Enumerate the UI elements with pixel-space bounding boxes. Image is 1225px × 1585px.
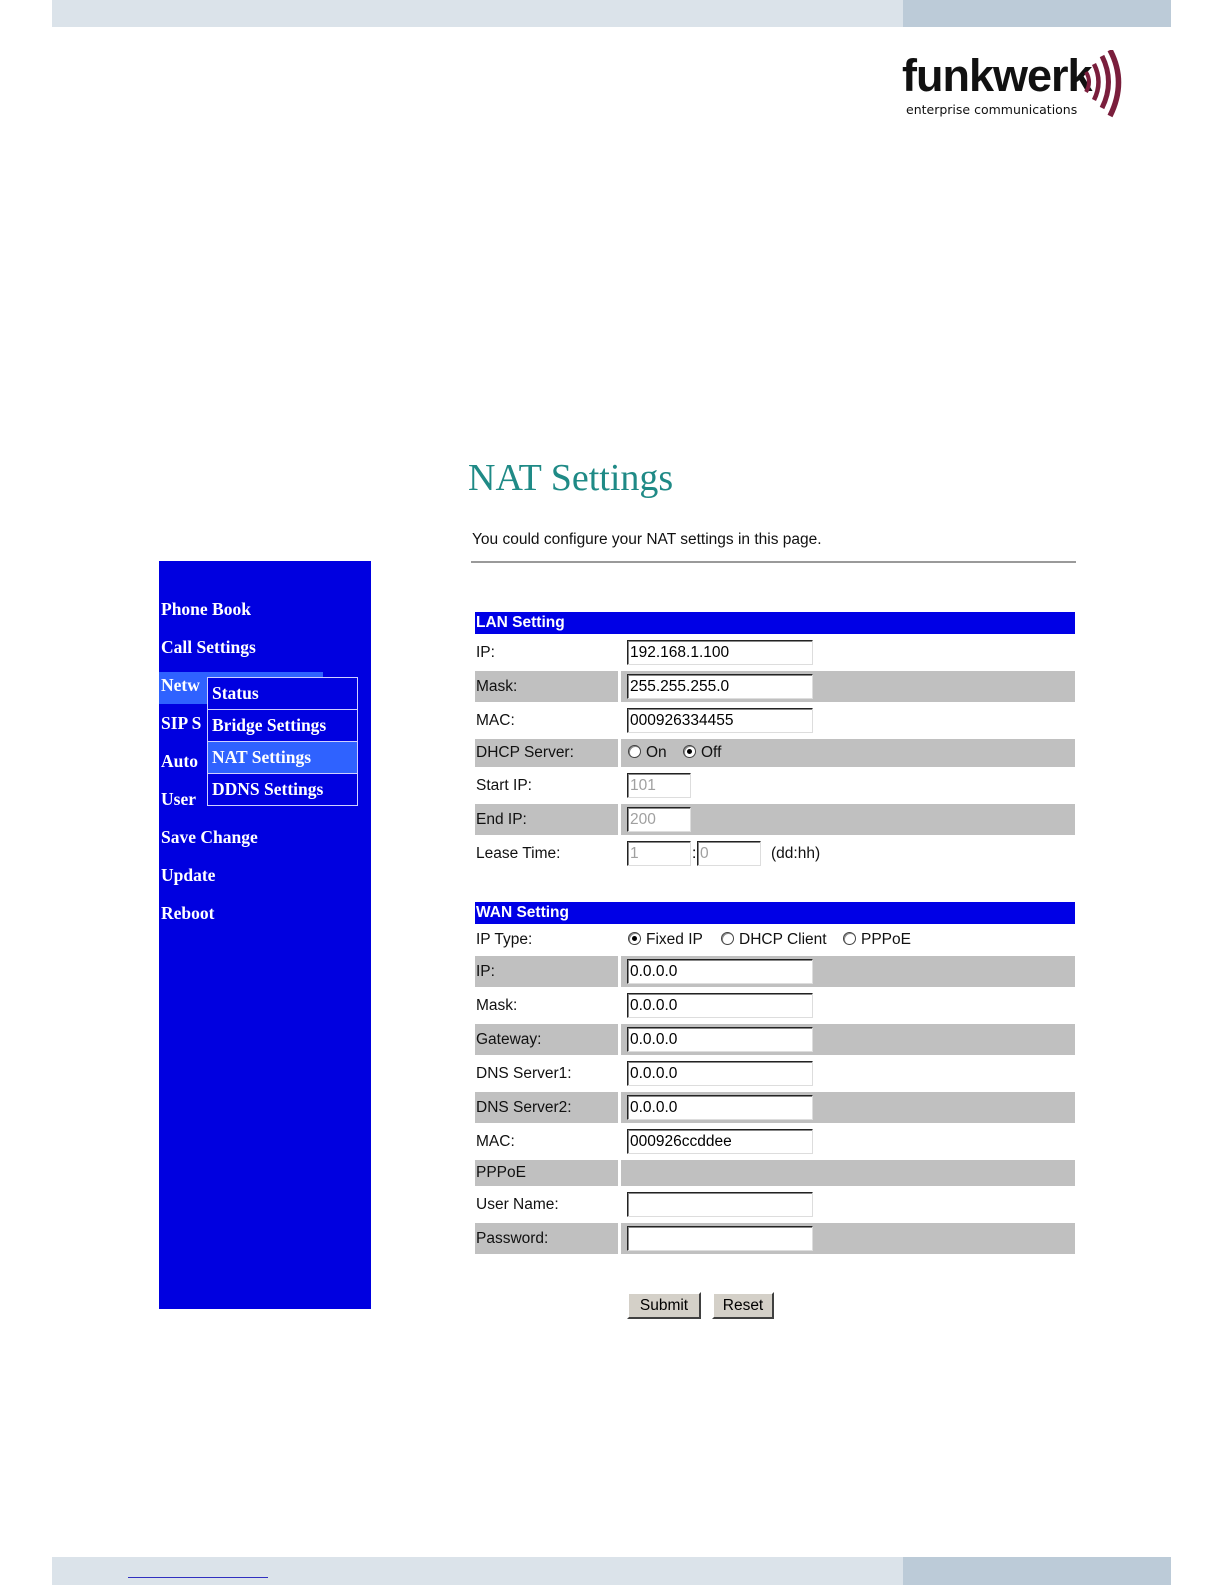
wan-setting-header: WAN Setting <box>475 902 1075 924</box>
sidebar-item-call-settings[interactable]: Call Settings <box>161 637 256 657</box>
wan-dns2-row <box>475 1092 1075 1123</box>
wan-ip-type-row <box>475 926 1075 954</box>
lan-setting-header: LAN Setting <box>475 612 1075 634</box>
wan-mac-input[interactable] <box>627 1129 813 1154</box>
submenu-item-status[interactable]: Status <box>208 678 357 710</box>
lan-mask-input[interactable] <box>627 674 813 699</box>
network-submenu <box>207 677 358 806</box>
sidebar-item-update[interactable]: Update <box>161 865 216 885</box>
sidebar-item-user[interactable]: User <box>161 789 196 809</box>
pppoe-password-row <box>475 1223 1075 1254</box>
logo-tagline: enterprise communications <box>906 102 1078 117</box>
radio-checked-icon <box>683 745 696 758</box>
page-title: NAT Settings <box>468 457 674 499</box>
wan-mask-row <box>475 990 1075 1021</box>
end-ip-input[interactable] <box>627 807 691 832</box>
start-ip-input[interactable] <box>627 773 691 798</box>
dhcp-off-label: Off <box>701 744 722 761</box>
wan-ip-label: IP: <box>475 956 618 987</box>
lan-mask-label: Mask: <box>475 671 618 702</box>
user-name-input[interactable] <box>627 1192 813 1217</box>
lan-mac-label: MAC: <box>476 712 515 729</box>
sidebar-item-auto[interactable]: Auto <box>161 751 198 771</box>
sidebar-item-save-change[interactable]: Save Change <box>161 827 258 847</box>
wan-mask-input[interactable] <box>627 993 813 1018</box>
sidebar-item-sip-settings[interactable]: SIP S <box>161 713 202 733</box>
pppoe-section-label: PPPoE <box>475 1160 618 1186</box>
lease-hours-input[interactable] <box>697 841 761 866</box>
gateway-label: Gateway: <box>475 1024 618 1055</box>
end-ip-label: End IP: <box>475 804 618 835</box>
wan-mac-label: MAC: <box>476 1133 515 1150</box>
dns-server1-input[interactable] <box>627 1061 813 1086</box>
footer-link-underline <box>128 1577 268 1578</box>
submit-button[interactable]: Submit <box>627 1292 701 1319</box>
sidebar-item-phone-book[interactable]: Phone Book <box>161 599 251 619</box>
fixed-ip-radio[interactable] <box>628 926 703 957</box>
lease-days-input[interactable] <box>627 841 691 866</box>
wan-dns1-row <box>475 1058 1075 1089</box>
radio-unchecked-icon <box>628 745 641 758</box>
lease-separator: : <box>692 845 697 862</box>
lan-ip-label: IP: <box>476 644 495 661</box>
lan-mac-input[interactable] <box>627 708 813 733</box>
pppoe-section-row <box>475 1160 1075 1186</box>
sidebar-item-reboot[interactable]: Reboot <box>161 903 215 923</box>
dns-server2-label: DNS Server2: <box>475 1092 618 1123</box>
dhcp-on-radio[interactable] <box>628 739 667 770</box>
radio-unchecked-icon <box>843 932 856 945</box>
password-label: Password: <box>475 1223 618 1254</box>
lease-time-label: Lease Time: <box>476 845 561 862</box>
fixed-ip-label: Fixed IP <box>646 931 703 948</box>
pppoe-user-row <box>475 1189 1075 1220</box>
dhcp-off-radio[interactable] <box>683 739 721 770</box>
pppoe-radio[interactable] <box>843 926 911 957</box>
dns-server1-label: DNS Server1: <box>476 1065 572 1082</box>
lan-ip-row <box>475 637 1075 668</box>
lease-unit: (dd:hh) <box>771 845 821 862</box>
page-top-band-accent <box>903 0 1171 27</box>
submenu-item-ddns-settings[interactable]: DDNS Settings <box>212 779 324 799</box>
wan-ip-input[interactable] <box>627 959 813 984</box>
page-top-band <box>52 0 903 27</box>
submenu-item-nat-settings[interactable]: NAT Settings <box>208 742 357 774</box>
dhcp-on-label: On <box>646 744 667 761</box>
page-description: You could configure your NAT settings in this page. <box>472 531 822 548</box>
lan-end-ip-row <box>475 804 1075 835</box>
signal-waves-icon <box>1082 50 1132 120</box>
submenu-item-bridge-settings[interactable]: Bridge Settings <box>208 710 357 742</box>
wan-ip-row <box>475 956 1075 987</box>
lan-dhcp-row <box>475 739 1075 767</box>
reset-button[interactable]: Reset <box>712 1292 774 1319</box>
divider <box>471 561 1076 563</box>
user-name-label: User Name: <box>476 1196 559 1213</box>
funkwerk-logo <box>902 48 1132 122</box>
pppoe-type-label: PPPoE <box>861 931 911 948</box>
gateway-input[interactable] <box>627 1027 813 1052</box>
dhcp-client-radio[interactable] <box>721 926 827 957</box>
dhcp-client-label: DHCP Client <box>739 931 827 948</box>
dns-server2-input[interactable] <box>627 1095 813 1120</box>
ip-type-label: IP Type: <box>476 931 533 948</box>
page-bottom-band <box>52 1557 903 1585</box>
lan-mask-row <box>475 671 1075 702</box>
page-bottom-band-accent <box>903 1557 1171 1585</box>
start-ip-label: Start IP: <box>476 777 532 794</box>
lan-mac-row <box>475 705 1075 736</box>
logo-word: funkwerk <box>902 50 1092 101</box>
lan-ip-input[interactable] <box>627 640 813 665</box>
lan-start-ip-row <box>475 770 1075 801</box>
wan-mac-row <box>475 1126 1075 1157</box>
radio-checked-icon <box>628 932 641 945</box>
lan-lease-time-row <box>475 838 1075 869</box>
wan-mask-label: Mask: <box>476 997 518 1014</box>
dhcp-server-label: DHCP Server: <box>475 739 618 767</box>
password-input[interactable] <box>627 1226 813 1251</box>
wan-gateway-row <box>475 1024 1075 1055</box>
sidebar-item-network[interactable]: Netw <box>161 675 200 695</box>
radio-unchecked-icon <box>721 932 734 945</box>
